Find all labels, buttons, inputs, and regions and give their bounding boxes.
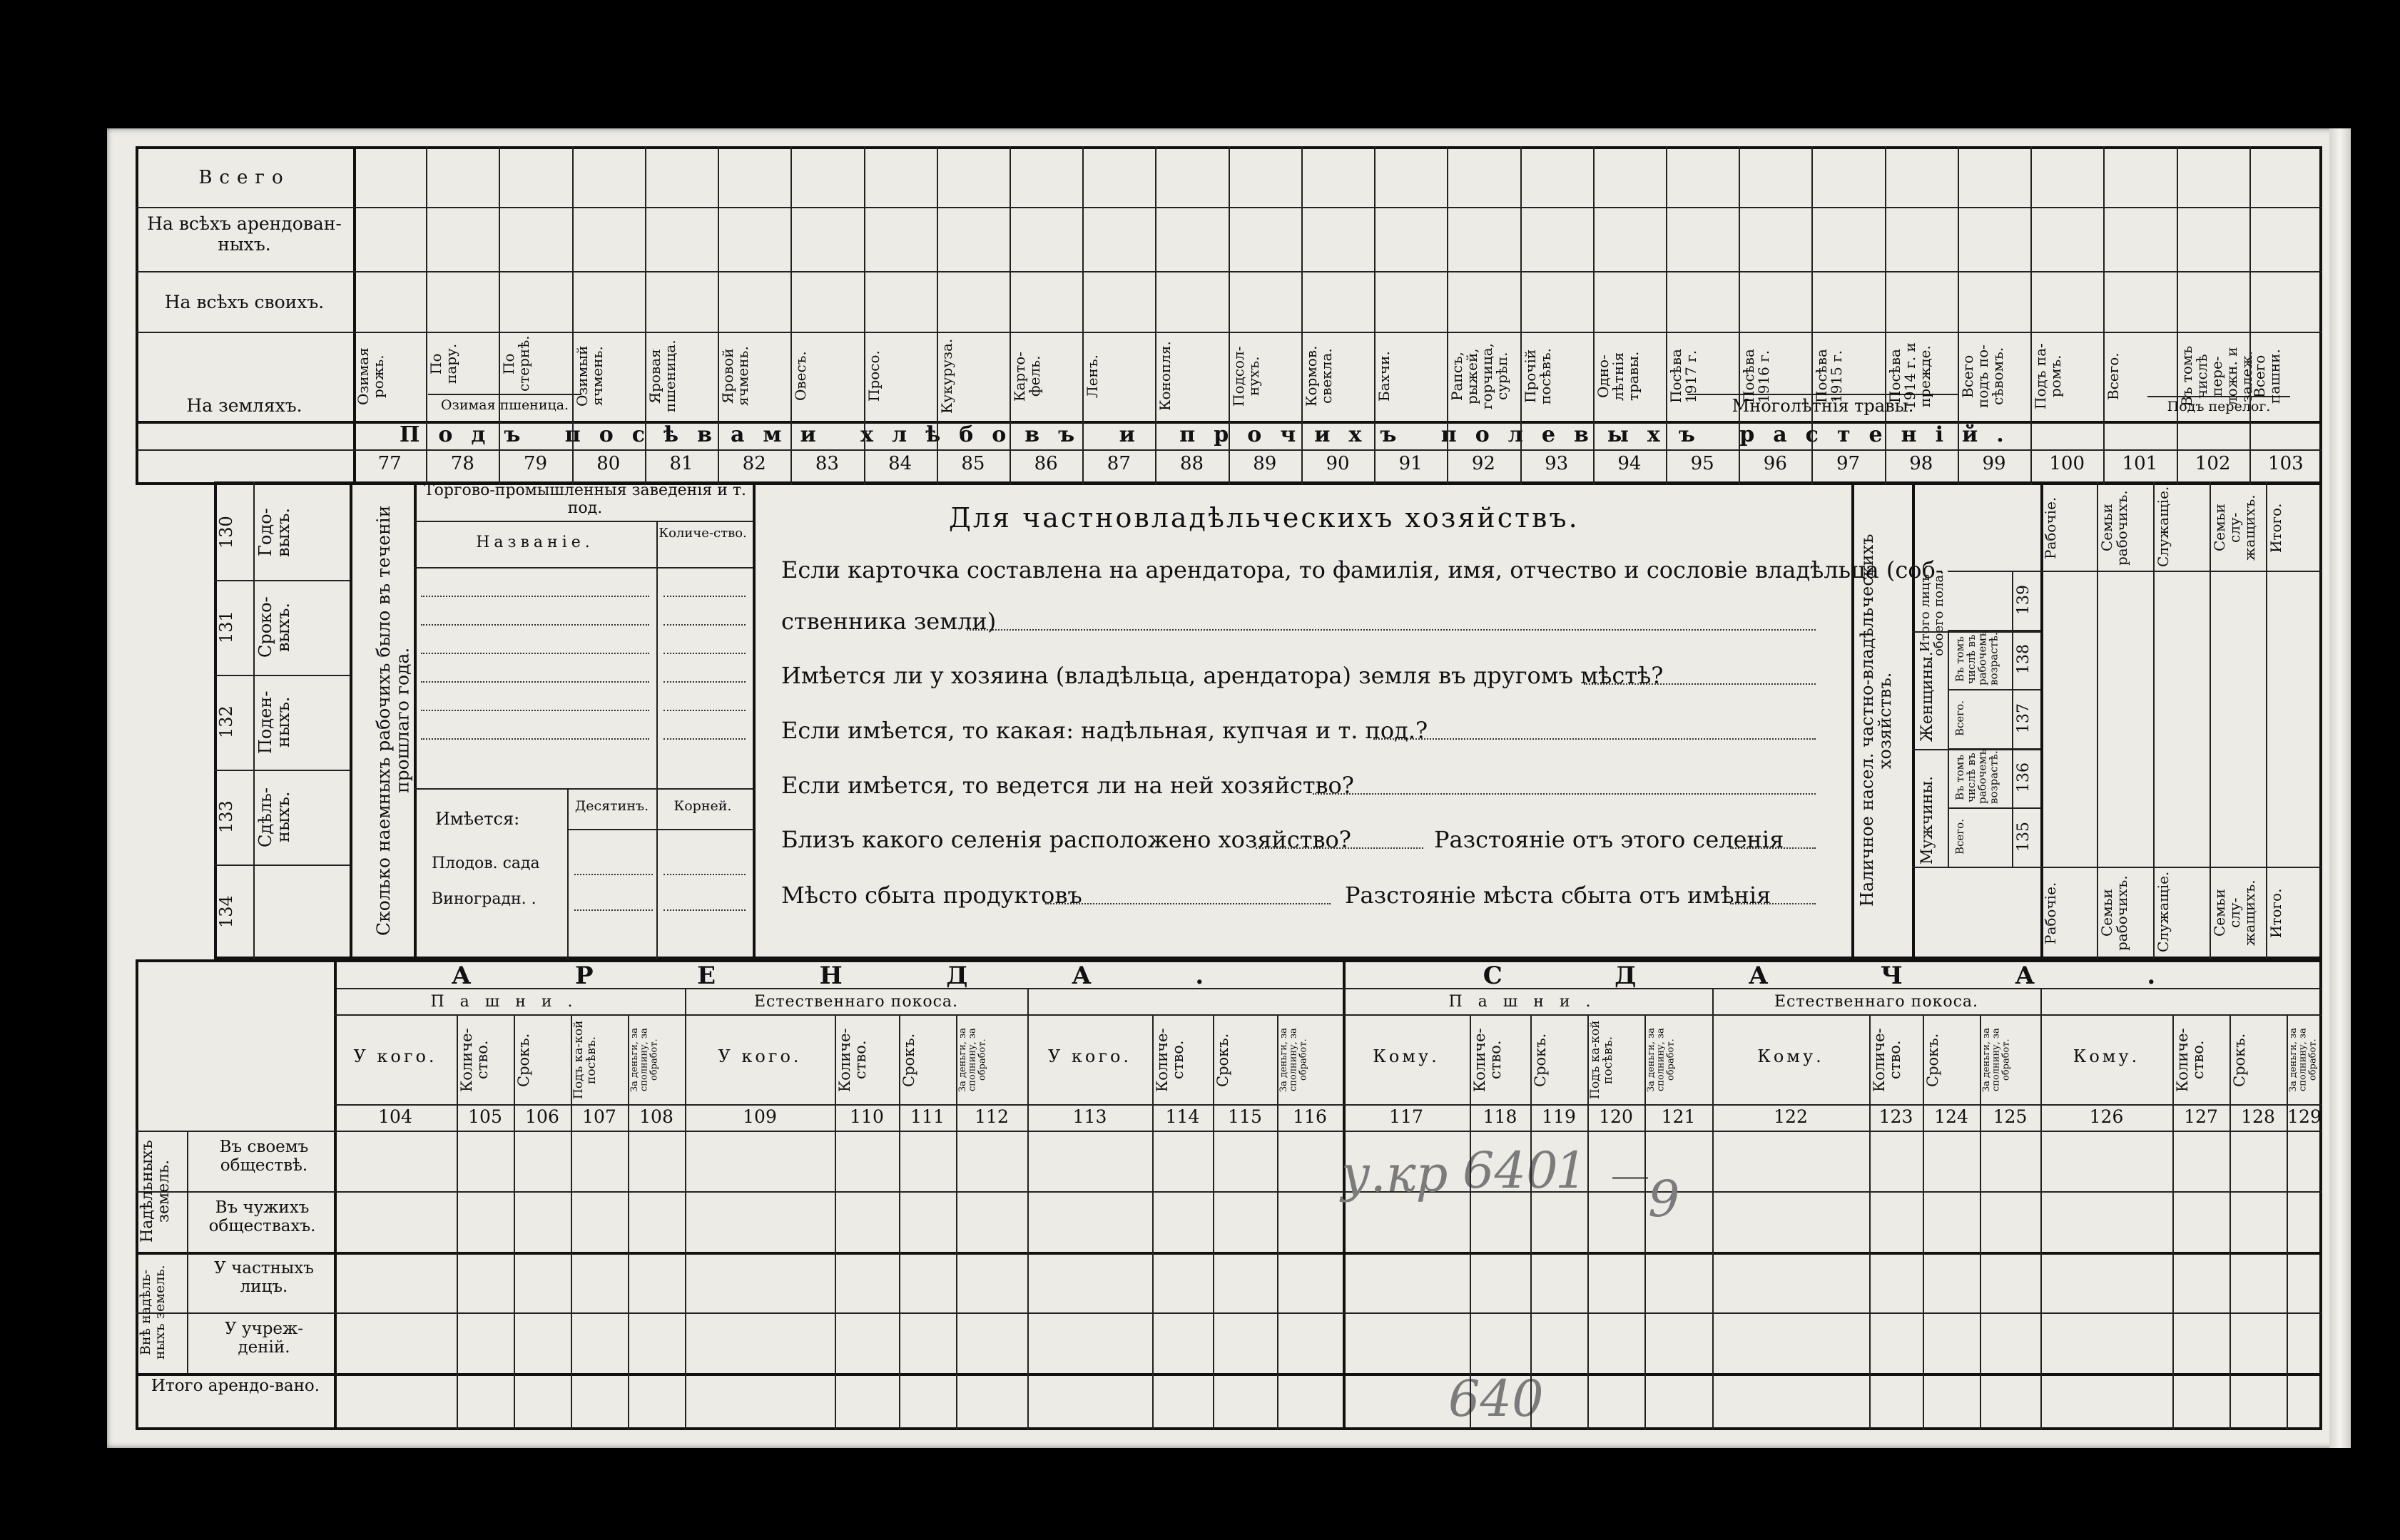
pop-col-label: Всего. bbox=[1953, 819, 1966, 855]
workers-col-num: 131 bbox=[216, 611, 236, 644]
pop-right-bottom-label: Семьи рабочихъ. bbox=[2098, 875, 2130, 951]
bottom-col-num: 125 bbox=[1993, 1106, 2028, 1127]
top-col-num: 82 bbox=[742, 453, 766, 474]
bottom-col-num: 129 bbox=[2287, 1106, 2322, 1127]
top-col-line bbox=[1739, 146, 1740, 485]
top-col-num: 96 bbox=[1763, 453, 1787, 474]
top-col-num: 100 bbox=[2049, 453, 2085, 474]
top-col-num: 94 bbox=[1617, 453, 1642, 474]
top-col-line bbox=[1666, 146, 1667, 485]
bottom-col-label: У кого. bbox=[1047, 1046, 1132, 1066]
top-col-num: 102 bbox=[2195, 453, 2231, 474]
top-col-line bbox=[645, 146, 646, 485]
top-col-line bbox=[1811, 146, 1813, 485]
pop-col-num: 138 bbox=[2015, 644, 2033, 675]
row-svoih: На всѣхъ своихъ. bbox=[164, 292, 325, 312]
top-col-line bbox=[718, 146, 719, 485]
workers-row-line bbox=[214, 770, 350, 771]
bottom-col-label: Подъ ка-кой посѣвъ. bbox=[1588, 1020, 1615, 1100]
pop-col-label: Въ томъ числѣ въ рабочемъ возрастѣ. bbox=[1953, 749, 2000, 804]
top-col-label: Рапсъ, рыжей, горчица, сурѣп. bbox=[1448, 342, 1511, 410]
bottom-col-label: За деньги, за сполнину, за обработ. bbox=[1981, 1028, 2012, 1093]
bottom-col-num: 117 bbox=[1389, 1106, 1423, 1127]
top-col-label: Посѣва 1916 г. bbox=[1740, 349, 1773, 404]
top-col-num: 101 bbox=[2122, 453, 2158, 474]
pop-total: Итого лицъ обоего пола. bbox=[1918, 571, 1946, 656]
private-q5b: Разстоянiе отъ этого селенiя bbox=[1434, 826, 1784, 853]
row-v-chuzhih: Въ чужихъ обществахъ. bbox=[208, 1198, 316, 1236]
row-na-zemlyah: На земляхъ. bbox=[186, 395, 302, 416]
trade-desyatin: Десятинъ. bbox=[574, 798, 649, 814]
top-col-line bbox=[1010, 146, 1011, 485]
workers-row-line bbox=[214, 580, 350, 581]
bottom-col-label: Количе-ство. bbox=[836, 1028, 870, 1092]
bottom-col-label: Срокъ. bbox=[1924, 1033, 1941, 1087]
bottom-col-num: 105 bbox=[468, 1106, 502, 1127]
bottom-col-label: Количе-ство. bbox=[1871, 1028, 1904, 1092]
bottom-col-num: 123 bbox=[1878, 1106, 1913, 1127]
private-q2: Имѣется ли у хозяина (владѣльца, арендатора) земля въ другомъ мѣстѣ? bbox=[781, 662, 1664, 689]
bottom-col-label: У кого. bbox=[353, 1046, 437, 1066]
pop-right-top-label: Служащiе. bbox=[2155, 486, 2172, 567]
trade-has: Имѣется: bbox=[435, 809, 520, 829]
top-col-line bbox=[1229, 146, 1230, 485]
top-col-num: 98 bbox=[1909, 453, 1933, 474]
top-col-line bbox=[1301, 146, 1303, 485]
top-col-label: Овесъ. bbox=[792, 351, 810, 402]
bottom-subgroup: Пашни. bbox=[1448, 993, 1607, 1011]
bottom-subgroup: Пашни. bbox=[430, 993, 589, 1011]
bottom-col-num: 113 bbox=[1072, 1106, 1107, 1127]
handwriting-dash bbox=[1612, 1177, 1648, 1179]
top-col-line bbox=[1520, 146, 1522, 485]
group-perelog: Подъ перелог. bbox=[2167, 399, 2271, 414]
bottom-sub-line bbox=[1343, 1014, 2322, 1016]
top-col-label: Конопля. bbox=[1156, 341, 1174, 412]
row-arendovannyh: На всѣхъ арендован-ныхъ. bbox=[147, 213, 342, 255]
bottom-col-num: 108 bbox=[639, 1106, 673, 1127]
top-col-line bbox=[1374, 146, 1376, 485]
bottom-col-num: 112 bbox=[975, 1106, 1009, 1127]
pop-row-line bbox=[1948, 689, 2040, 690]
top-col-label: Озимая рожь. bbox=[355, 347, 387, 405]
group-ozimaya-pshenitsa: Озимая пшеница. bbox=[440, 397, 569, 413]
top-col-line bbox=[2103, 146, 2105, 485]
handwriting-640: 640 bbox=[1463, 1141, 1558, 1200]
private-q6: Мѣсто сбыта продуктовъ bbox=[781, 882, 1082, 909]
bottom-col-label: Срокъ. bbox=[1532, 1033, 1549, 1087]
bottom-col-label: Подъ ка-кой посѣвъ. bbox=[571, 1020, 599, 1100]
trade-garden: Плодов. сада bbox=[432, 855, 540, 872]
bottom-col-num: 124 bbox=[1934, 1106, 1968, 1127]
top-col-label: Подъ па-ромъ. bbox=[2032, 343, 2065, 409]
workers-sep bbox=[253, 481, 255, 959]
bottom-col-num: 119 bbox=[1542, 1106, 1576, 1127]
bottom-col-num: 128 bbox=[2241, 1106, 2275, 1127]
top-col-num: 86 bbox=[1034, 453, 1058, 474]
sdacha-letters: С Д А Ч А . bbox=[1483, 962, 2156, 990]
bottom-col-label: Срокъ. bbox=[515, 1033, 532, 1087]
top-col-num: 91 bbox=[1398, 453, 1423, 474]
private-q4: Если имѣется, то ведется ли на ней хозяйство? bbox=[781, 772, 1354, 799]
bottom-subgroup: Естественнаго покоса. bbox=[1774, 993, 1978, 1011]
top-col-num: 78 bbox=[450, 453, 474, 474]
top-col-num: 103 bbox=[2268, 453, 2304, 474]
pop-right-top-label: Рабочiе. bbox=[2042, 496, 2059, 559]
workers-col-num: 132 bbox=[216, 705, 236, 739]
bottom-col-label: Срокъ. bbox=[2231, 1033, 2248, 1087]
banner-posevy: Подъ посѣвами хлѣбовъ и прочихъ полевыхъ растеній. bbox=[400, 422, 2023, 447]
pop-right-line-h bbox=[2040, 867, 2322, 868]
top-col-label: Просо. bbox=[865, 350, 883, 402]
pop-women: Женщины. bbox=[1918, 651, 1936, 742]
workers-col-label: Сдѣль-ныхъ. bbox=[255, 787, 294, 847]
pop-col-num: 139 bbox=[2015, 585, 2033, 616]
bottom-col-label: Количе-ство. bbox=[458, 1028, 492, 1092]
top-col-num: 89 bbox=[1253, 453, 1277, 474]
top-col-line bbox=[1082, 146, 1084, 485]
top-col-line bbox=[1447, 146, 1448, 485]
trade-qty-col: Количе-ство. bbox=[659, 526, 747, 541]
workers-col-num: 134 bbox=[216, 895, 236, 929]
handwriting-ukr: у.кр bbox=[1341, 1145, 1448, 1203]
group-mnogoletnie: Многолѣтнiя травы. bbox=[1732, 396, 1914, 416]
private-q1: Если карточка составлена на арендатора, то фамилiя, имя, отчество и сословiе владѣльца (соб- bbox=[781, 556, 1943, 583]
top-col-label: По пару. bbox=[427, 343, 460, 384]
bottom-col-num: 111 bbox=[910, 1106, 945, 1127]
top-col-num: 85 bbox=[961, 453, 985, 474]
bottom-col-num: 127 bbox=[2184, 1106, 2218, 1127]
top-col-num: 83 bbox=[815, 453, 839, 474]
top-col-label: Яровая пшеница. bbox=[646, 340, 678, 413]
pop-col-num: 137 bbox=[2015, 703, 2033, 734]
row-v-svoem: Въ своемъ обществѣ. bbox=[219, 1138, 309, 1176]
population-title: Наличное насел. частно-владѣльческихъ хозяйствъ. bbox=[1857, 534, 1896, 907]
top-col-label: Въ томъ числѣ пере-ложн. и залеж. bbox=[2177, 345, 2255, 407]
row-uchrezhdeniy: У учреж-денiй. bbox=[225, 1320, 303, 1357]
bottom-col-label: Кому. bbox=[1373, 1046, 1440, 1066]
bottom-col-label: Срокъ. bbox=[1214, 1033, 1231, 1087]
row-vsego: Всего bbox=[198, 167, 290, 188]
top-col-line bbox=[2177, 146, 2178, 485]
bottom-subgroup: Естественнаго покоса. bbox=[753, 993, 958, 1011]
top-col-num: 79 bbox=[524, 453, 548, 474]
top-col-num: 81 bbox=[669, 453, 693, 474]
top-col-num: 92 bbox=[1471, 453, 1495, 474]
bottom-col-label: За деньги, за сполнину, за обработ. bbox=[1646, 1028, 1677, 1093]
bottom-col-label: За деньги, за сполнину, за обработ. bbox=[2288, 1028, 2319, 1093]
pop-right-top-label: Семьи рабочихъ. bbox=[2098, 490, 2130, 566]
top-col-label: Кормов. свекла. bbox=[1302, 345, 1335, 407]
top-col-line bbox=[2249, 146, 2251, 485]
pop-col-label: Всего. bbox=[1953, 700, 1966, 737]
bottom-col-num: 116 bbox=[1293, 1106, 1327, 1127]
bottom-col-label: Количе-ство. bbox=[1471, 1028, 1505, 1092]
workers-col-label: Сроко-выхъ. bbox=[255, 596, 294, 658]
top-col-label: Посѣва 1915 г. bbox=[1813, 349, 1846, 404]
top-col-label: Ленъ. bbox=[1084, 355, 1102, 398]
top-col-label: Посѣва 1914 г. и прежде. bbox=[1886, 342, 1933, 410]
bottom-col-num: 126 bbox=[2089, 1106, 2124, 1127]
top-col-label: Озимый ячмень. bbox=[573, 345, 606, 407]
pop-right-line bbox=[2097, 481, 2098, 959]
bottom-col-num: 107 bbox=[582, 1106, 616, 1127]
pop-right-bottom-label: Итого. bbox=[2267, 888, 2284, 938]
row-itogo-arendovano: Итого арендо-вано. bbox=[151, 1377, 320, 1395]
pop-right-top-label: Семьи слу-жащихъ. bbox=[2211, 494, 2258, 561]
handwriting-1: 1 bbox=[1555, 1141, 1587, 1200]
workers-col-num: 133 bbox=[216, 800, 236, 834]
top-col-num: 93 bbox=[1545, 453, 1569, 474]
pop-right-line bbox=[2210, 481, 2211, 959]
workers-title: Сколько наемныхъ рабочихъ было въ теченiи прошлаго года. bbox=[373, 505, 413, 936]
page-edge bbox=[2329, 128, 2351, 1448]
pop-right-bottom-label: Семьи слу-жащихъ. bbox=[2211, 879, 2258, 947]
workers-col-label: Годо-выхъ. bbox=[255, 507, 294, 558]
bottom-col-num: 104 bbox=[378, 1106, 412, 1127]
top-col-line bbox=[1958, 146, 1959, 485]
trade-vineyard: Виноградн. . bbox=[432, 890, 537, 908]
arenda-letters: А Р Е Н Д А . bbox=[451, 962, 1204, 990]
top-col-label: Подсол-нухъ. bbox=[1229, 346, 1262, 407]
bottom-sub-line bbox=[334, 1014, 1343, 1016]
private-q1b: ственника земли) bbox=[781, 608, 997, 635]
pop-col-label: Въ томъ числѣ въ рабочемъ возрастѣ. bbox=[1953, 631, 2000, 685]
top-col-label: По стернѣ. bbox=[500, 335, 533, 392]
top-col-label: Яровой ячмень. bbox=[719, 346, 752, 407]
pop-right-line-h bbox=[2040, 571, 2322, 572]
pop-men: Мужчины. bbox=[1918, 775, 1936, 865]
top-col-label: Бахчи. bbox=[1376, 351, 1393, 402]
top-col-line bbox=[1155, 146, 1156, 485]
top-col-num: 99 bbox=[1982, 453, 2006, 474]
top-col-line bbox=[1593, 146, 1595, 485]
pop-sep bbox=[2012, 571, 2013, 867]
bottom-col-label: У кого. bbox=[718, 1046, 802, 1066]
bottom-col-label: За деньги, за сполнину, за обработ. bbox=[629, 1028, 660, 1093]
top-col-num: 95 bbox=[1690, 453, 1714, 474]
private-q5: Близъ какого селенiя расположено хозяйство? bbox=[781, 826, 1351, 853]
top-col-line bbox=[864, 146, 865, 485]
pop-row-line bbox=[1948, 748, 2040, 750]
top-col-num: 80 bbox=[596, 453, 621, 474]
pop-right-top-label: Итого. bbox=[2267, 503, 2284, 553]
top-col-label: Всего подъ по-сѣвомъ. bbox=[1958, 345, 2006, 408]
top-col-label: Всего. bbox=[2105, 352, 2122, 400]
top-col-line bbox=[572, 146, 574, 485]
private-title: Для частновладѣльческихъ хозяйствъ. bbox=[949, 502, 1580, 534]
bottom-num-line bbox=[334, 1104, 2322, 1106]
handwriting-total: 640 bbox=[1448, 1370, 1544, 1428]
private-q6b: Разстоянiе мѣста сбыта отъ имѣнiя bbox=[1345, 882, 1771, 909]
trade-korney: Корней. bbox=[673, 798, 732, 814]
workers-col-label bbox=[257, 870, 342, 954]
bottom-col-num: 120 bbox=[1599, 1106, 1633, 1127]
trade-name-col: Названiе. bbox=[476, 534, 594, 551]
top-col-num: 88 bbox=[1180, 453, 1204, 474]
bottom-col-num: 122 bbox=[1774, 1106, 1808, 1127]
top-col-label: Одно-лѣтнiя травы. bbox=[1594, 351, 1642, 402]
top-col-line bbox=[1885, 146, 1886, 485]
pop-row-line bbox=[1948, 571, 2040, 572]
pop-right-bottom-label: Рабочiе. bbox=[2042, 882, 2059, 944]
workers-col-label: Поден-ныхъ. bbox=[255, 690, 294, 754]
top-col-num: 90 bbox=[1326, 453, 1350, 474]
workers-row-line bbox=[214, 675, 350, 676]
bottom-col-label: Количе-ство. bbox=[2174, 1028, 2207, 1092]
bottom-col-num: 121 bbox=[1661, 1106, 1696, 1127]
top-col-label: Прочiй посѣвъ. bbox=[1521, 348, 1554, 404]
pop-right-bottom-label: Служащiе. bbox=[2155, 871, 2172, 952]
handwriting-9: 9 bbox=[1648, 1170, 1680, 1228]
workers-row-line bbox=[214, 865, 350, 866]
pop-col-num: 135 bbox=[2015, 822, 2033, 852]
top-col-line bbox=[790, 146, 792, 485]
bottom-col-label: Кому. bbox=[2073, 1046, 2140, 1066]
private-q3: Если имѣется, то какая: надѣльная, купчая и т. под.? bbox=[781, 717, 1428, 744]
trade-title: Торгово-промышленныя заведенiя и т. под. bbox=[423, 481, 747, 518]
bottom-col-num: 114 bbox=[1165, 1106, 1200, 1127]
bottom-col-label: За деньги, за сполнину, за обработ. bbox=[1278, 1028, 1309, 1093]
bottom-col-num: 110 bbox=[850, 1106, 884, 1127]
top-col-num: 84 bbox=[888, 453, 912, 474]
top-col-label: Карто-фель. bbox=[1011, 351, 1043, 402]
row-chastnyh: У частныхъ лицъ. bbox=[214, 1259, 314, 1297]
top-col-line bbox=[937, 146, 938, 485]
group-nadelnyh: Надѣльныхъ земель. bbox=[138, 1140, 173, 1243]
pop-row-line bbox=[1948, 807, 2040, 809]
bottom-col-num: 109 bbox=[743, 1106, 777, 1127]
bottom-col-label: Кому. bbox=[1757, 1046, 1824, 1066]
bottom-col-num: 106 bbox=[525, 1106, 559, 1127]
pop-col-num: 136 bbox=[2015, 763, 2033, 793]
top-col-label: Всего пашни. bbox=[2250, 349, 2283, 404]
top-col-label: Посѣва 1917 г. bbox=[1667, 349, 1699, 404]
bottom-col-label: Количе-ство. bbox=[1154, 1028, 1187, 1092]
top-col-line bbox=[426, 146, 427, 485]
group-vne-nadelnyh: Внѣ надѣль-ныхъ земель. bbox=[138, 1265, 168, 1360]
top-col-num: 97 bbox=[1836, 453, 1861, 474]
bottom-col-num: 118 bbox=[1483, 1106, 1517, 1127]
bottom-col-label: За деньги, за сполнину, за обработ. bbox=[957, 1028, 988, 1093]
pop-row-line bbox=[1948, 630, 2040, 631]
bottom-col-label: Срокъ. bbox=[900, 1033, 917, 1087]
top-col-num: 87 bbox=[1107, 453, 1131, 474]
top-col-line bbox=[2030, 146, 2032, 485]
bottom-col-num: 115 bbox=[1228, 1106, 1262, 1127]
top-col-line bbox=[499, 146, 500, 485]
workers-col-num: 130 bbox=[216, 516, 236, 549]
top-col-num: 77 bbox=[377, 453, 402, 474]
top-col-label: Кукуруза. bbox=[937, 338, 955, 414]
